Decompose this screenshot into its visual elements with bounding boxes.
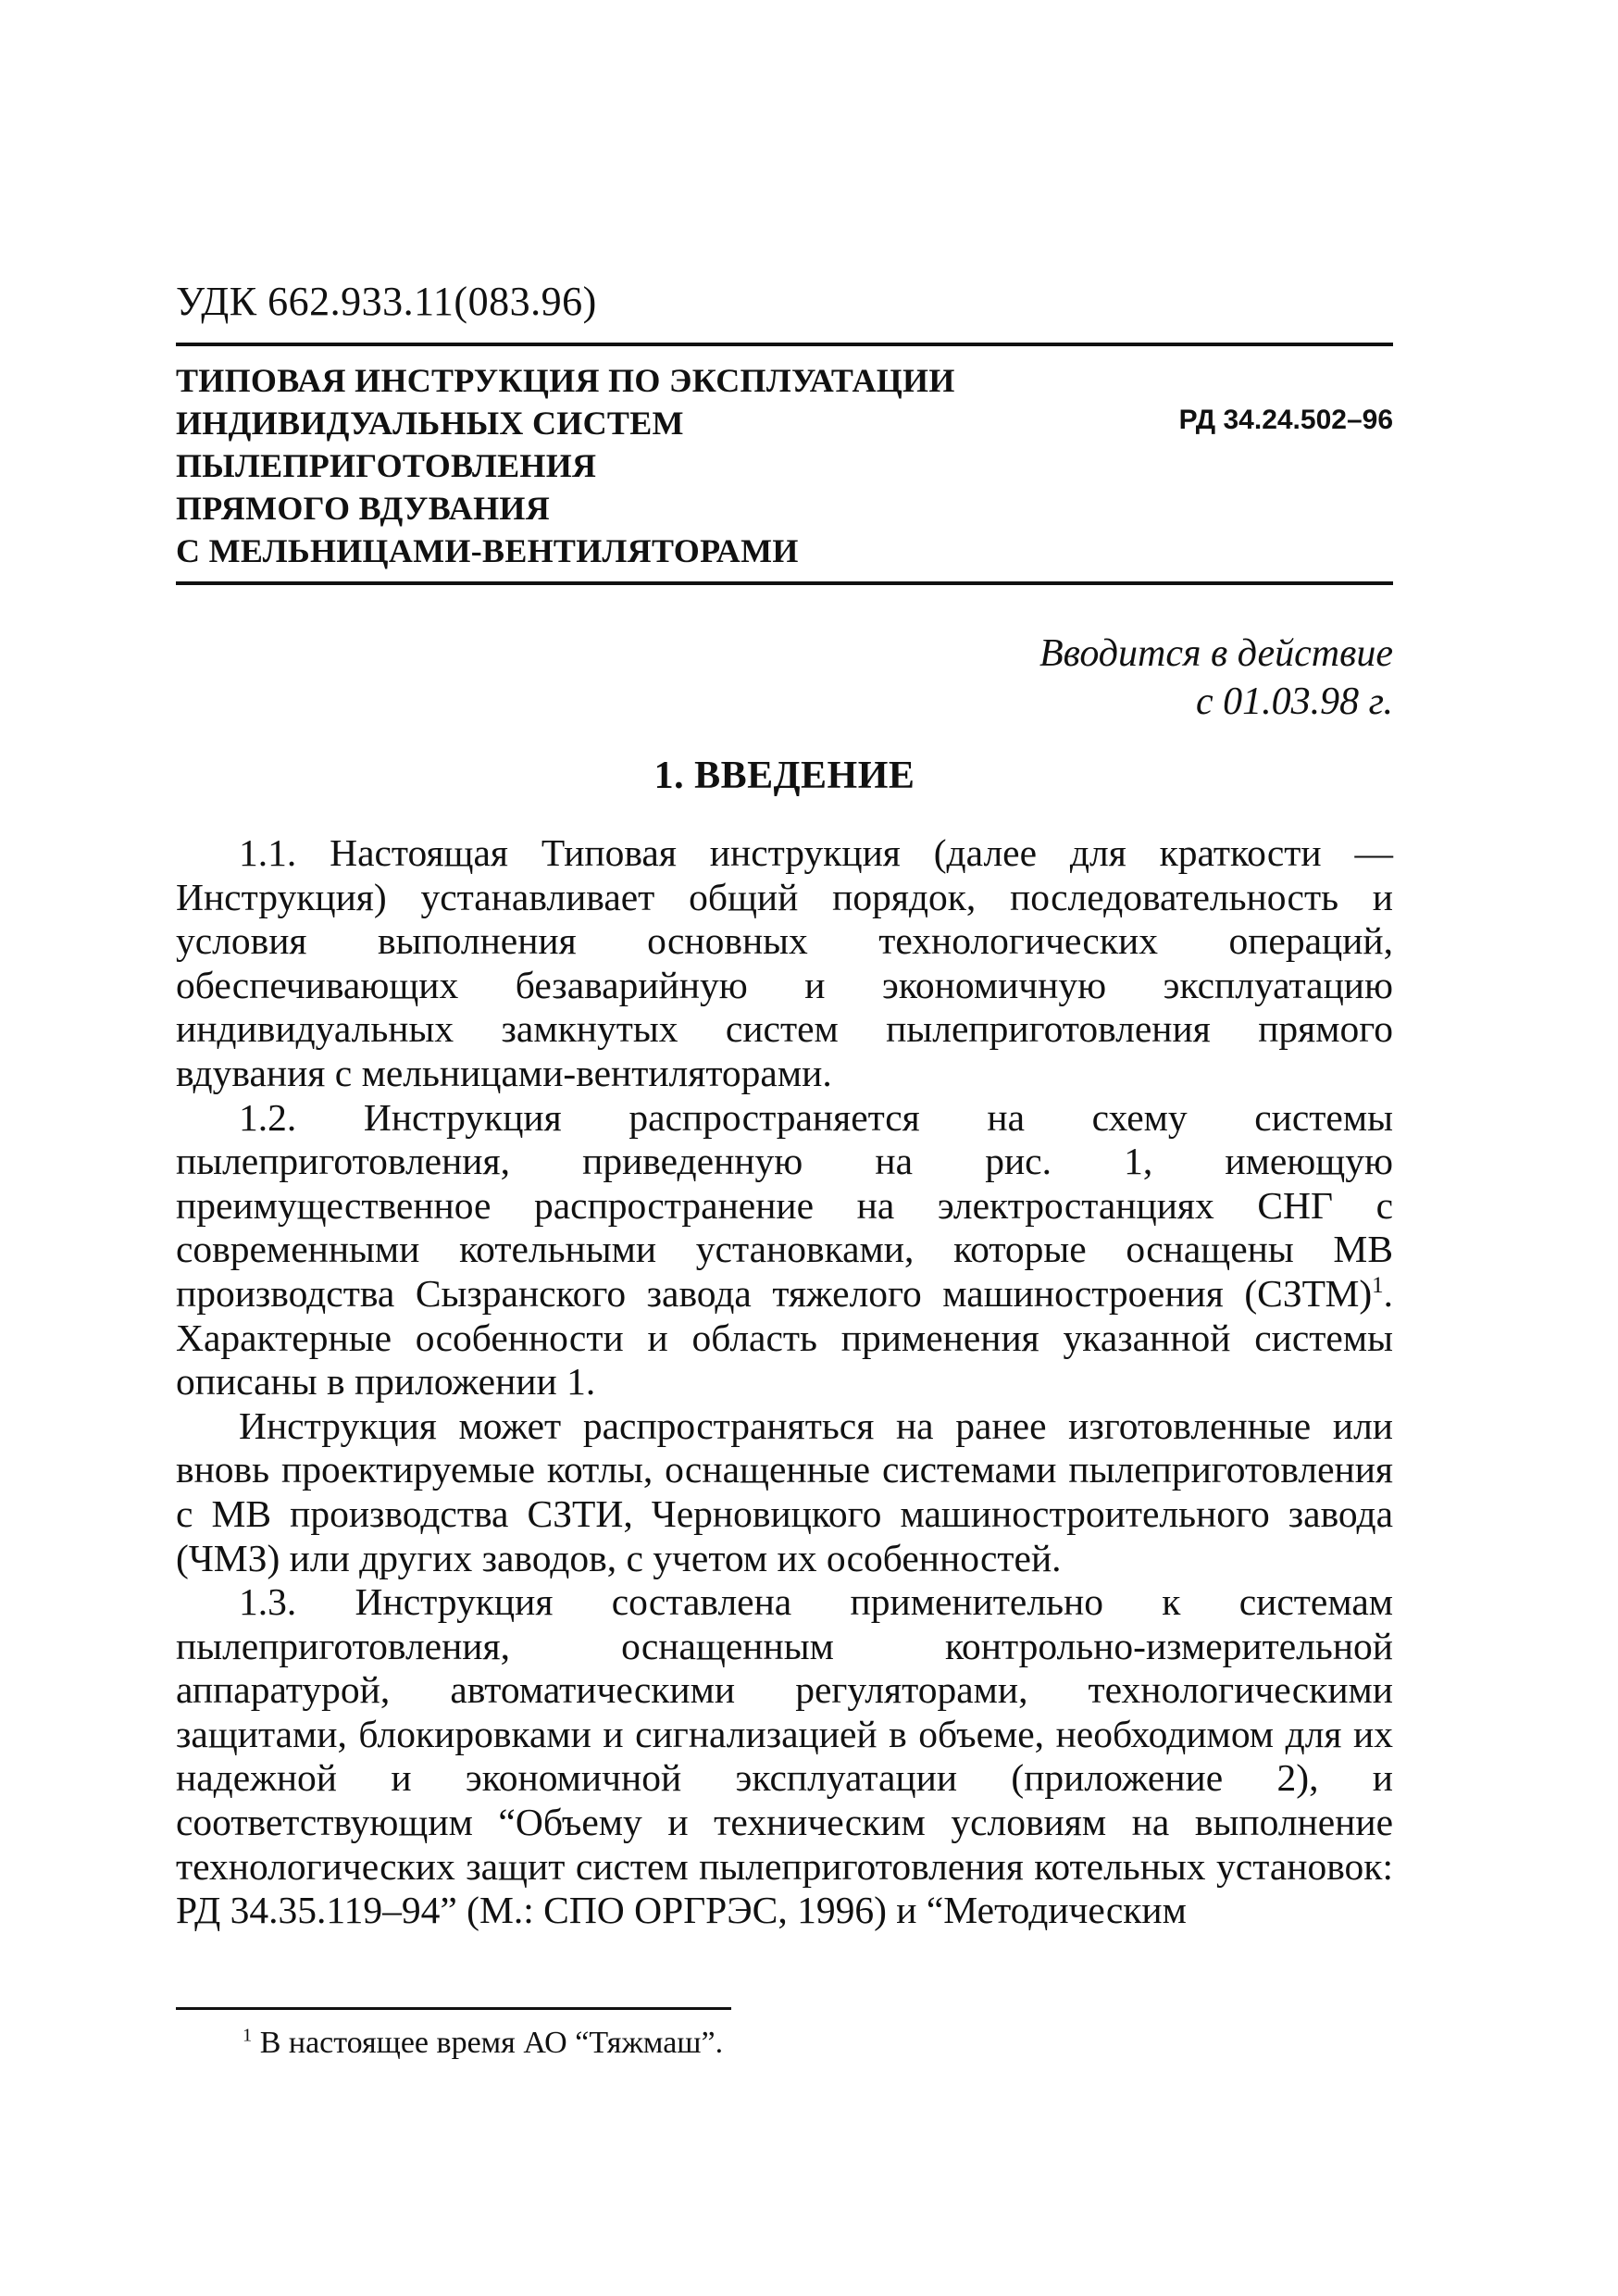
footnote-text: В настоящее время АО “Тяжмаш”.: [252, 2025, 724, 2060]
effective-line-2: с 01.03.98 г.: [1196, 680, 1393, 723]
footnote-marker: 1: [243, 2025, 253, 2046]
paragraph-1-2-text-end: . Характерные особенности и область применения указанной системы описаны в приложении 1.: [176, 1271, 1393, 1404]
section-heading: 1. ВВЕДЕНИЕ: [653, 755, 915, 797]
footnote-rule: [176, 2007, 731, 2010]
paragraph-1-3: 1.3. Инструкция составлена применительно к системам пылеприготовления, оснащенным контрольно-измерительной аппаратурой, автоматическими регуляторами, технологическими защитами, блокировками и сигнализацией в объеме, необходимом для их надежной и экономичной эксплуатации (приложение 2), и соответствующим “Объему и техническим условиям на выполнение технологических защит систем пылеприготовления котельных установок: РД 34.35.119–94” (М.: СПО ОРГРЭС, 1996) и “Методическим: [176, 1580, 1393, 1932]
title-line: С МЕЛЬНИЦАМИ-ВЕНТИЛЯТОРАМИ: [176, 532, 799, 569]
title-line: ТИПОВАЯ ИНСТРУКЦИЯ ПО ЭКСПЛУАТАЦИИ: [176, 362, 955, 399]
udk-code: УДК 662.933.11(083.96): [176, 279, 597, 324]
title-block: [176, 346, 1393, 581]
footnote: [176, 2023, 1393, 2064]
paragraph-1-2-text: 1.2. Инструкция распространяется на схему системы пылеприготовления, приведенную на рис. 1, имеющую преимущественное распространение на электростанциях СНГ с современными котельными установками, которые оснащены МВ производства Сызранского завода тяжелого машиностроения (СЗТМ): [176, 1095, 1393, 1315]
paragraph-scope: Инструкция может распространяться на ранее изготовленные или вновь проектируемые котлы, оснащенные системами пылеприготовления с МВ производства СЗТИ, Черновицкого машиностроительного завода (ЧМЗ) или других заводов, с учетом их особенностей.: [176, 1404, 1393, 1579]
effective-date-note: [176, 630, 1393, 726]
effective-line-1: Вводится в действие: [1039, 632, 1393, 675]
paragraph-1-1: 1.1. Настоящая Типовая инструкция (далее для краткости — Инструкция) устанавливает общий порядок, последовательность и условия выполнения основных технологических операций, обеспечивающих безаварийную и экономичную эксплуатацию индивидуальных замкнутых систем пылеприготовления прямого вдувания с мельницами-вентиляторами.: [176, 831, 1393, 1094]
document-code: РД 34.24.502–96: [1178, 405, 1393, 435]
footnote-reference: 1: [1372, 1273, 1384, 1299]
document-title: [176, 359, 1393, 572]
title-line: ПЫЛЕПРИГОТОВЛЕНИЯ: [176, 447, 597, 484]
document-page: [176, 278, 1393, 2064]
title-line: ИНДИВИДУАЛЬНЫХ СИСТЕМ: [176, 405, 684, 442]
title-line: ПРЯМОГО ВДУВАНИЯ: [176, 490, 550, 527]
title-bottom-rule: [176, 581, 1393, 585]
paragraph-1-2: [176, 1096, 1393, 1404]
